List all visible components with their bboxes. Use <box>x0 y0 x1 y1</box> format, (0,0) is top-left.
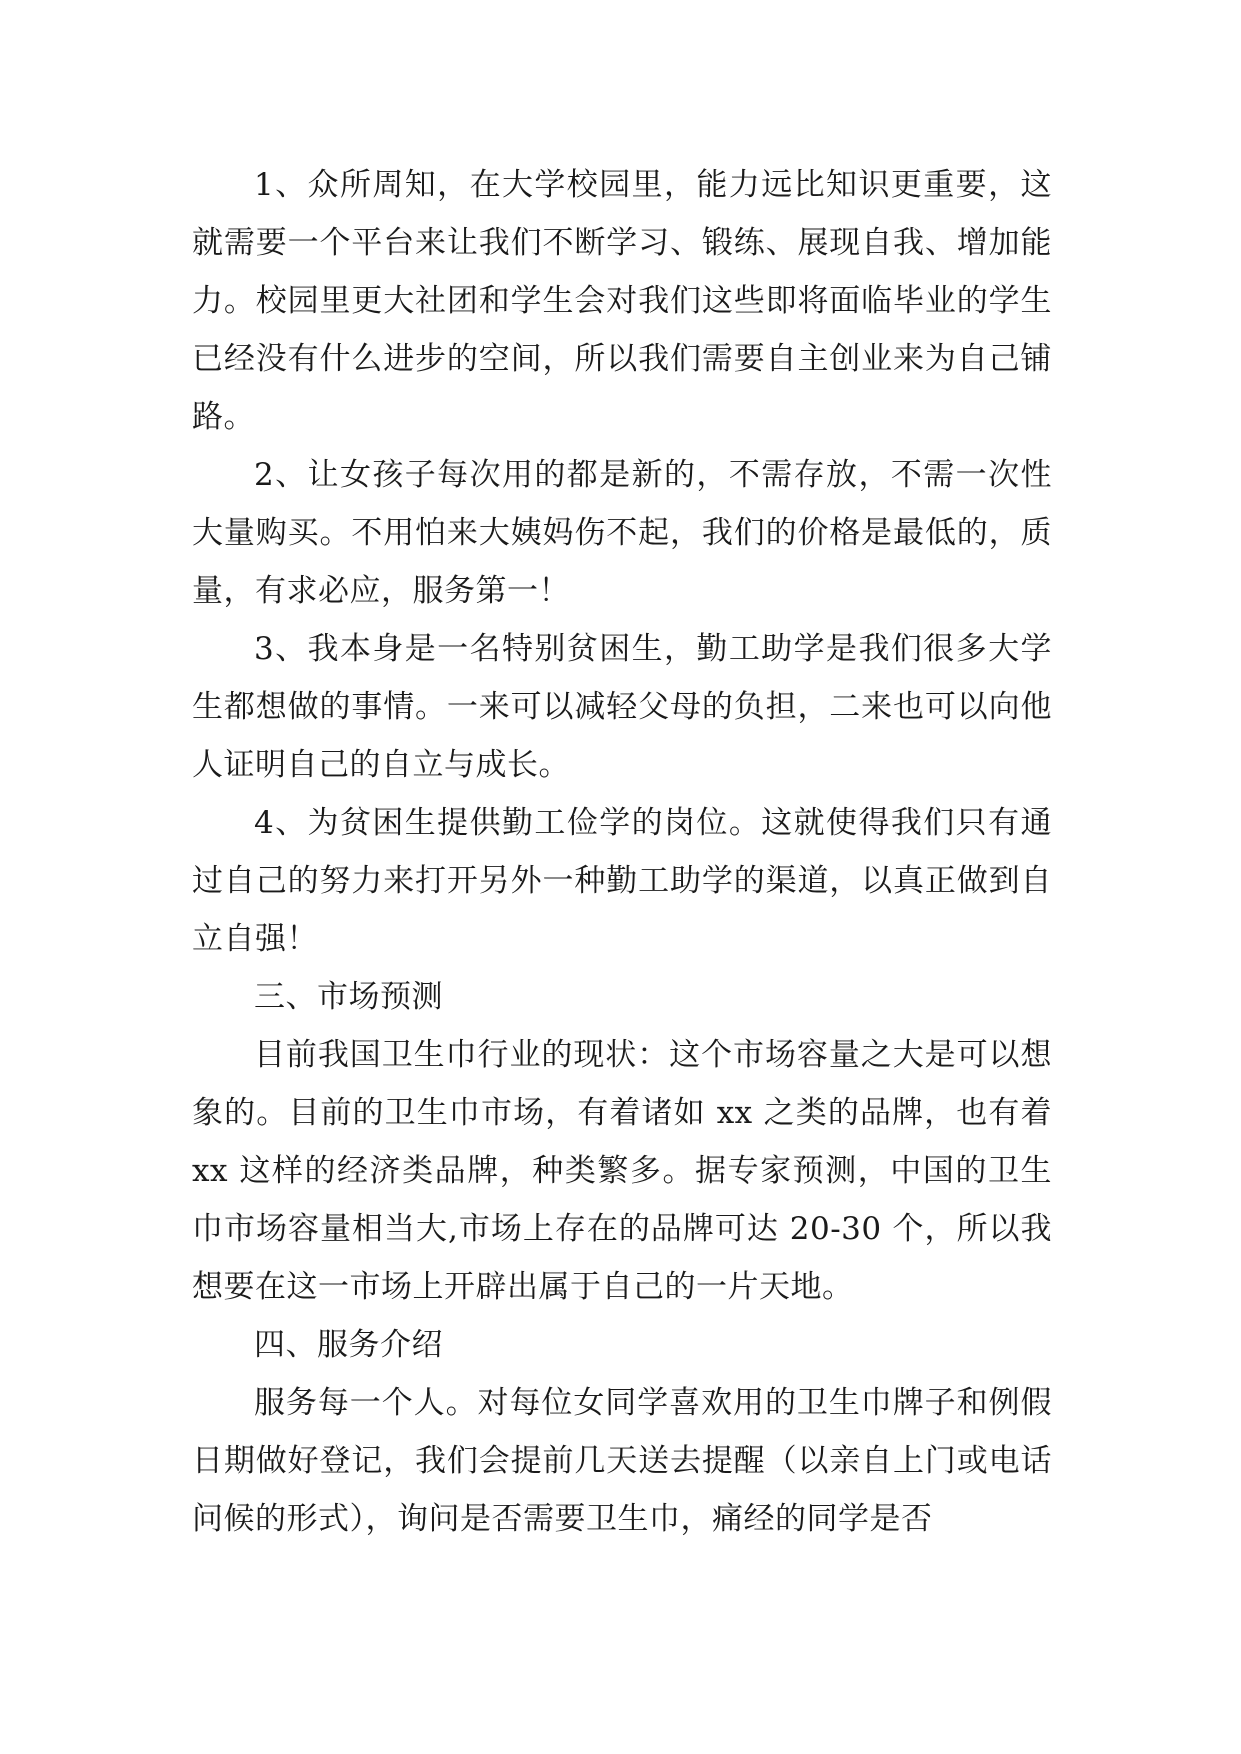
section-heading-service-intro: 四、服务介绍 <box>254 1327 443 1363</box>
paragraph-2: 2、让女孩子每次用的都是新的，不需存放，不需一次性大量购买。不用怕来大姨妈伤不起，我们的价格是最低的，质量，有求必应，服务第一！ <box>192 457 1052 609</box>
section-heading-market-forecast: 三、市场预测 <box>254 979 443 1015</box>
paragraph-3: 3、我本身是一名特别贫困生，勤工助学是我们很多大学生都想做的事情。一来可以减轻父母的负担，二来也可以向他人证明自己的自立与成长。 <box>192 631 1052 783</box>
paragraph-4: 4、为贫困生提供勤工俭学的岗位。这就使得我们只有通过自己的努力来打开另外一种勤工助学的渠道，以真正做到自立自强！ <box>192 805 1052 957</box>
paragraph-market-status: 目前我国卫生巾行业的现状：这个市场容量之大是可以想象的。目前的卫生巾市场，有着诸如 xx 之类的品牌，也有着 xx 这样的经济类品牌，种类繁多。据专家预测，中国的卫生巾市场容量相当大,市场上存在的品牌可达 20-30 个，所以我想要在这一市场上开辟出属于自己的一片天地。 <box>192 1037 1052 1305</box>
paragraph-service: 服务每一个人。对每位女同学喜欢用的卫生巾牌子和例假日期做好登记，我们会提前几天送去提醒（以亲自上门或电话问候的形式），询问是否需要卫生巾，痛经的同学是否 <box>192 1385 1052 1537</box>
document-body <box>192 156 1052 1548</box>
paragraph-1: 1、众所周知，在大学校园里，能力远比知识更重要，这就需要一个平台来让我们不断学习、锻练、展现自我、增加能力。校园里更大社团和学生会对我们这些即将面临毕业的学生已经没有什么进步的空间，所以我们需要自主创业来为自己铺路。 <box>192 167 1052 435</box>
